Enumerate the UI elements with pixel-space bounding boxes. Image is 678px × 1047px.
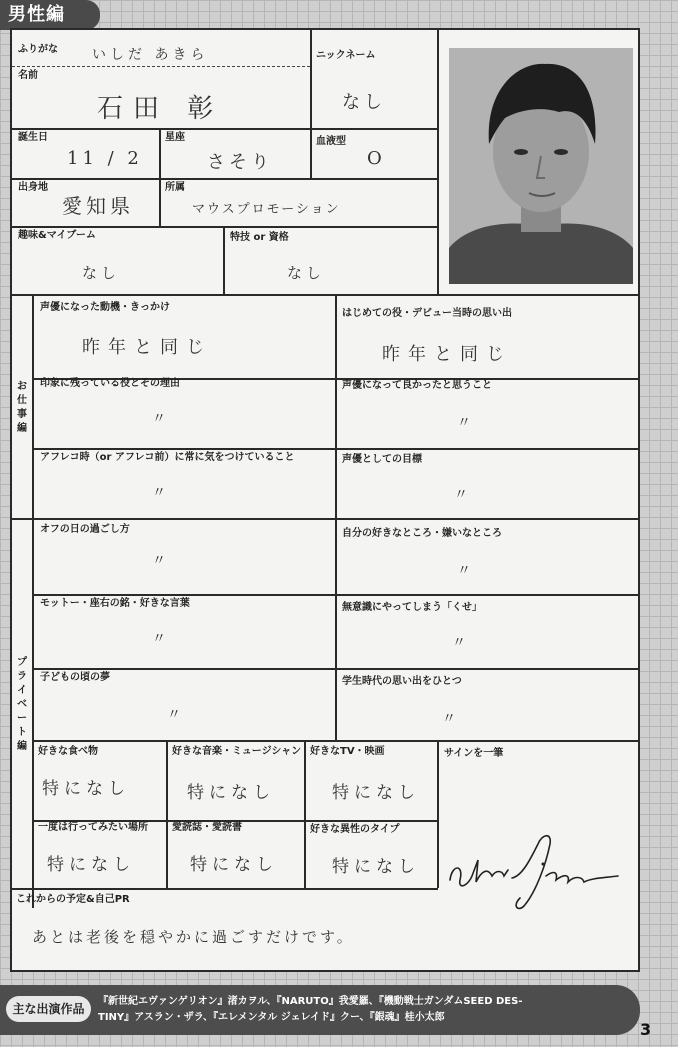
school-value: 〃 bbox=[442, 711, 460, 727]
motive-label: 声優になった動機・きっかけ bbox=[40, 302, 170, 313]
place-label: 一度は行ってみたい場所 bbox=[38, 822, 148, 833]
page-number: 3 bbox=[640, 1020, 652, 1039]
divider bbox=[12, 226, 437, 228]
divider bbox=[437, 740, 439, 888]
divider bbox=[12, 294, 638, 296]
place-value: 特になし bbox=[47, 855, 135, 875]
divider bbox=[437, 30, 439, 294]
habit-label: 無意識にやってしまう「くせ」 bbox=[342, 602, 482, 613]
music-label: 好きな音楽・ミュージシャン bbox=[172, 746, 302, 757]
works-line-2: TINY』アスラン・ザラ、『エレメンタル ジェレイド』クー、『銀魂』桂小太郎 bbox=[98, 1012, 445, 1023]
name-label: 名前 bbox=[18, 70, 38, 81]
divider bbox=[12, 128, 437, 130]
blood-value: O bbox=[367, 148, 386, 169]
divider bbox=[335, 518, 337, 740]
debut-label: はじめての役・デビュー当時の思い出 bbox=[342, 308, 512, 319]
good-label: 声優になって良かったと思うこと bbox=[342, 380, 492, 391]
motive-value: 昨年と同じ bbox=[82, 337, 212, 358]
afreco-label: アフレコ時（or アフレコ前）に常に気をつけていること bbox=[40, 452, 295, 463]
birthday-label: 誕生日 bbox=[18, 132, 48, 143]
divider bbox=[12, 518, 32, 520]
type-value: 特になし bbox=[332, 857, 420, 877]
habit-value: 〃 bbox=[452, 635, 470, 651]
divider bbox=[335, 294, 337, 448]
motto-label: モットー・座右の銘・好きな言葉 bbox=[40, 598, 190, 609]
name-value: 石田 彰 bbox=[97, 94, 224, 124]
divider bbox=[32, 594, 638, 596]
agency-value: マウスプロモーション bbox=[192, 202, 341, 217]
self-value: 〃 bbox=[457, 563, 475, 579]
work-section-label: お仕事編 bbox=[17, 381, 27, 434]
works-list bbox=[98, 994, 638, 1026]
music-value: 特になし bbox=[187, 783, 275, 803]
divider bbox=[12, 888, 438, 890]
birthday-value: 11 / 2 bbox=[67, 148, 143, 169]
divider bbox=[159, 128, 161, 226]
hometown-label: 出身地 bbox=[18, 182, 48, 193]
hobby-label: 趣味&マイブーム bbox=[18, 230, 96, 241]
school-label: 学生時代の思い出をひとつ bbox=[342, 676, 462, 687]
motto-value: 〃 bbox=[152, 631, 170, 647]
divider bbox=[32, 740, 638, 742]
memorable-label: 印象に残っている役とその理由 bbox=[40, 378, 180, 389]
debut-value: 昨年と同じ bbox=[382, 344, 512, 365]
furigana-label: ふりがな bbox=[18, 44, 58, 55]
good-value: 〃 bbox=[457, 415, 475, 431]
divider bbox=[304, 740, 306, 888]
divider bbox=[32, 668, 638, 670]
zodiac-label: 星座 bbox=[165, 132, 185, 143]
dream-value: 〃 bbox=[167, 707, 185, 723]
hobby-value: なし bbox=[82, 264, 121, 282]
skill-label: 特技 or 資格 bbox=[230, 232, 289, 243]
goal-value: 〃 bbox=[454, 487, 472, 503]
goal-label: 声優としての目標 bbox=[342, 454, 422, 465]
works-line-1: 『新世紀エヴァンゲリオン』渚カヲル、『NARUTO』我愛羅、『機動戦士ガンダムSEED DES- bbox=[98, 996, 523, 1007]
memorable-value: 〃 bbox=[152, 411, 170, 427]
signature-image bbox=[442, 820, 632, 910]
zodiac-value: さそり bbox=[207, 152, 273, 173]
magazine-label: 愛読誌・愛読書 bbox=[172, 822, 242, 833]
type-label: 好きな異性のタイプ bbox=[310, 824, 400, 835]
divider bbox=[310, 30, 312, 128]
furigana-divider bbox=[12, 66, 310, 67]
divider bbox=[32, 294, 34, 908]
divider bbox=[32, 448, 638, 450]
divider bbox=[166, 740, 168, 888]
food-value: 特になし bbox=[42, 779, 130, 799]
furigana-value: いしだ あきら bbox=[92, 47, 209, 63]
private-section-label: プライベート編 bbox=[17, 657, 27, 752]
tv-label: 好きなTV・映画 bbox=[310, 746, 385, 757]
divider bbox=[310, 128, 312, 178]
portrait-photo bbox=[449, 48, 633, 284]
divider bbox=[223, 226, 225, 294]
food-label: 好きな食べ物 bbox=[38, 746, 98, 757]
hometown-value: 愛知県 bbox=[62, 194, 134, 218]
sign-label: サインを一筆 bbox=[444, 748, 504, 759]
afreco-value: 〃 bbox=[152, 485, 170, 501]
agency-label: 所属 bbox=[165, 182, 185, 193]
dream-label: 子どもの頃の夢 bbox=[40, 672, 110, 683]
divider bbox=[335, 448, 337, 518]
divider bbox=[12, 178, 437, 180]
works-label: 主な出演作品 bbox=[6, 996, 91, 1022]
nickname-label: ニックネーム bbox=[316, 50, 376, 61]
section-tag: 男性編 bbox=[0, 0, 100, 30]
dayoff-value: 〃 bbox=[152, 553, 170, 569]
skill-value: なし bbox=[287, 264, 326, 282]
tv-value: 特になし bbox=[332, 783, 420, 803]
pr-label: これからの予定&自己PR bbox=[16, 894, 130, 905]
dayoff-label: オフの日の過ごし方 bbox=[40, 524, 130, 535]
blood-label: 血液型 bbox=[316, 136, 346, 147]
self-label: 自分の好きなところ・嫌いなところ bbox=[342, 528, 502, 539]
magazine-value: 特になし bbox=[190, 855, 278, 875]
pr-value: あとは老後を穏やかに過ごすだけです。 bbox=[32, 928, 355, 946]
nickname-value: なし bbox=[342, 92, 386, 113]
